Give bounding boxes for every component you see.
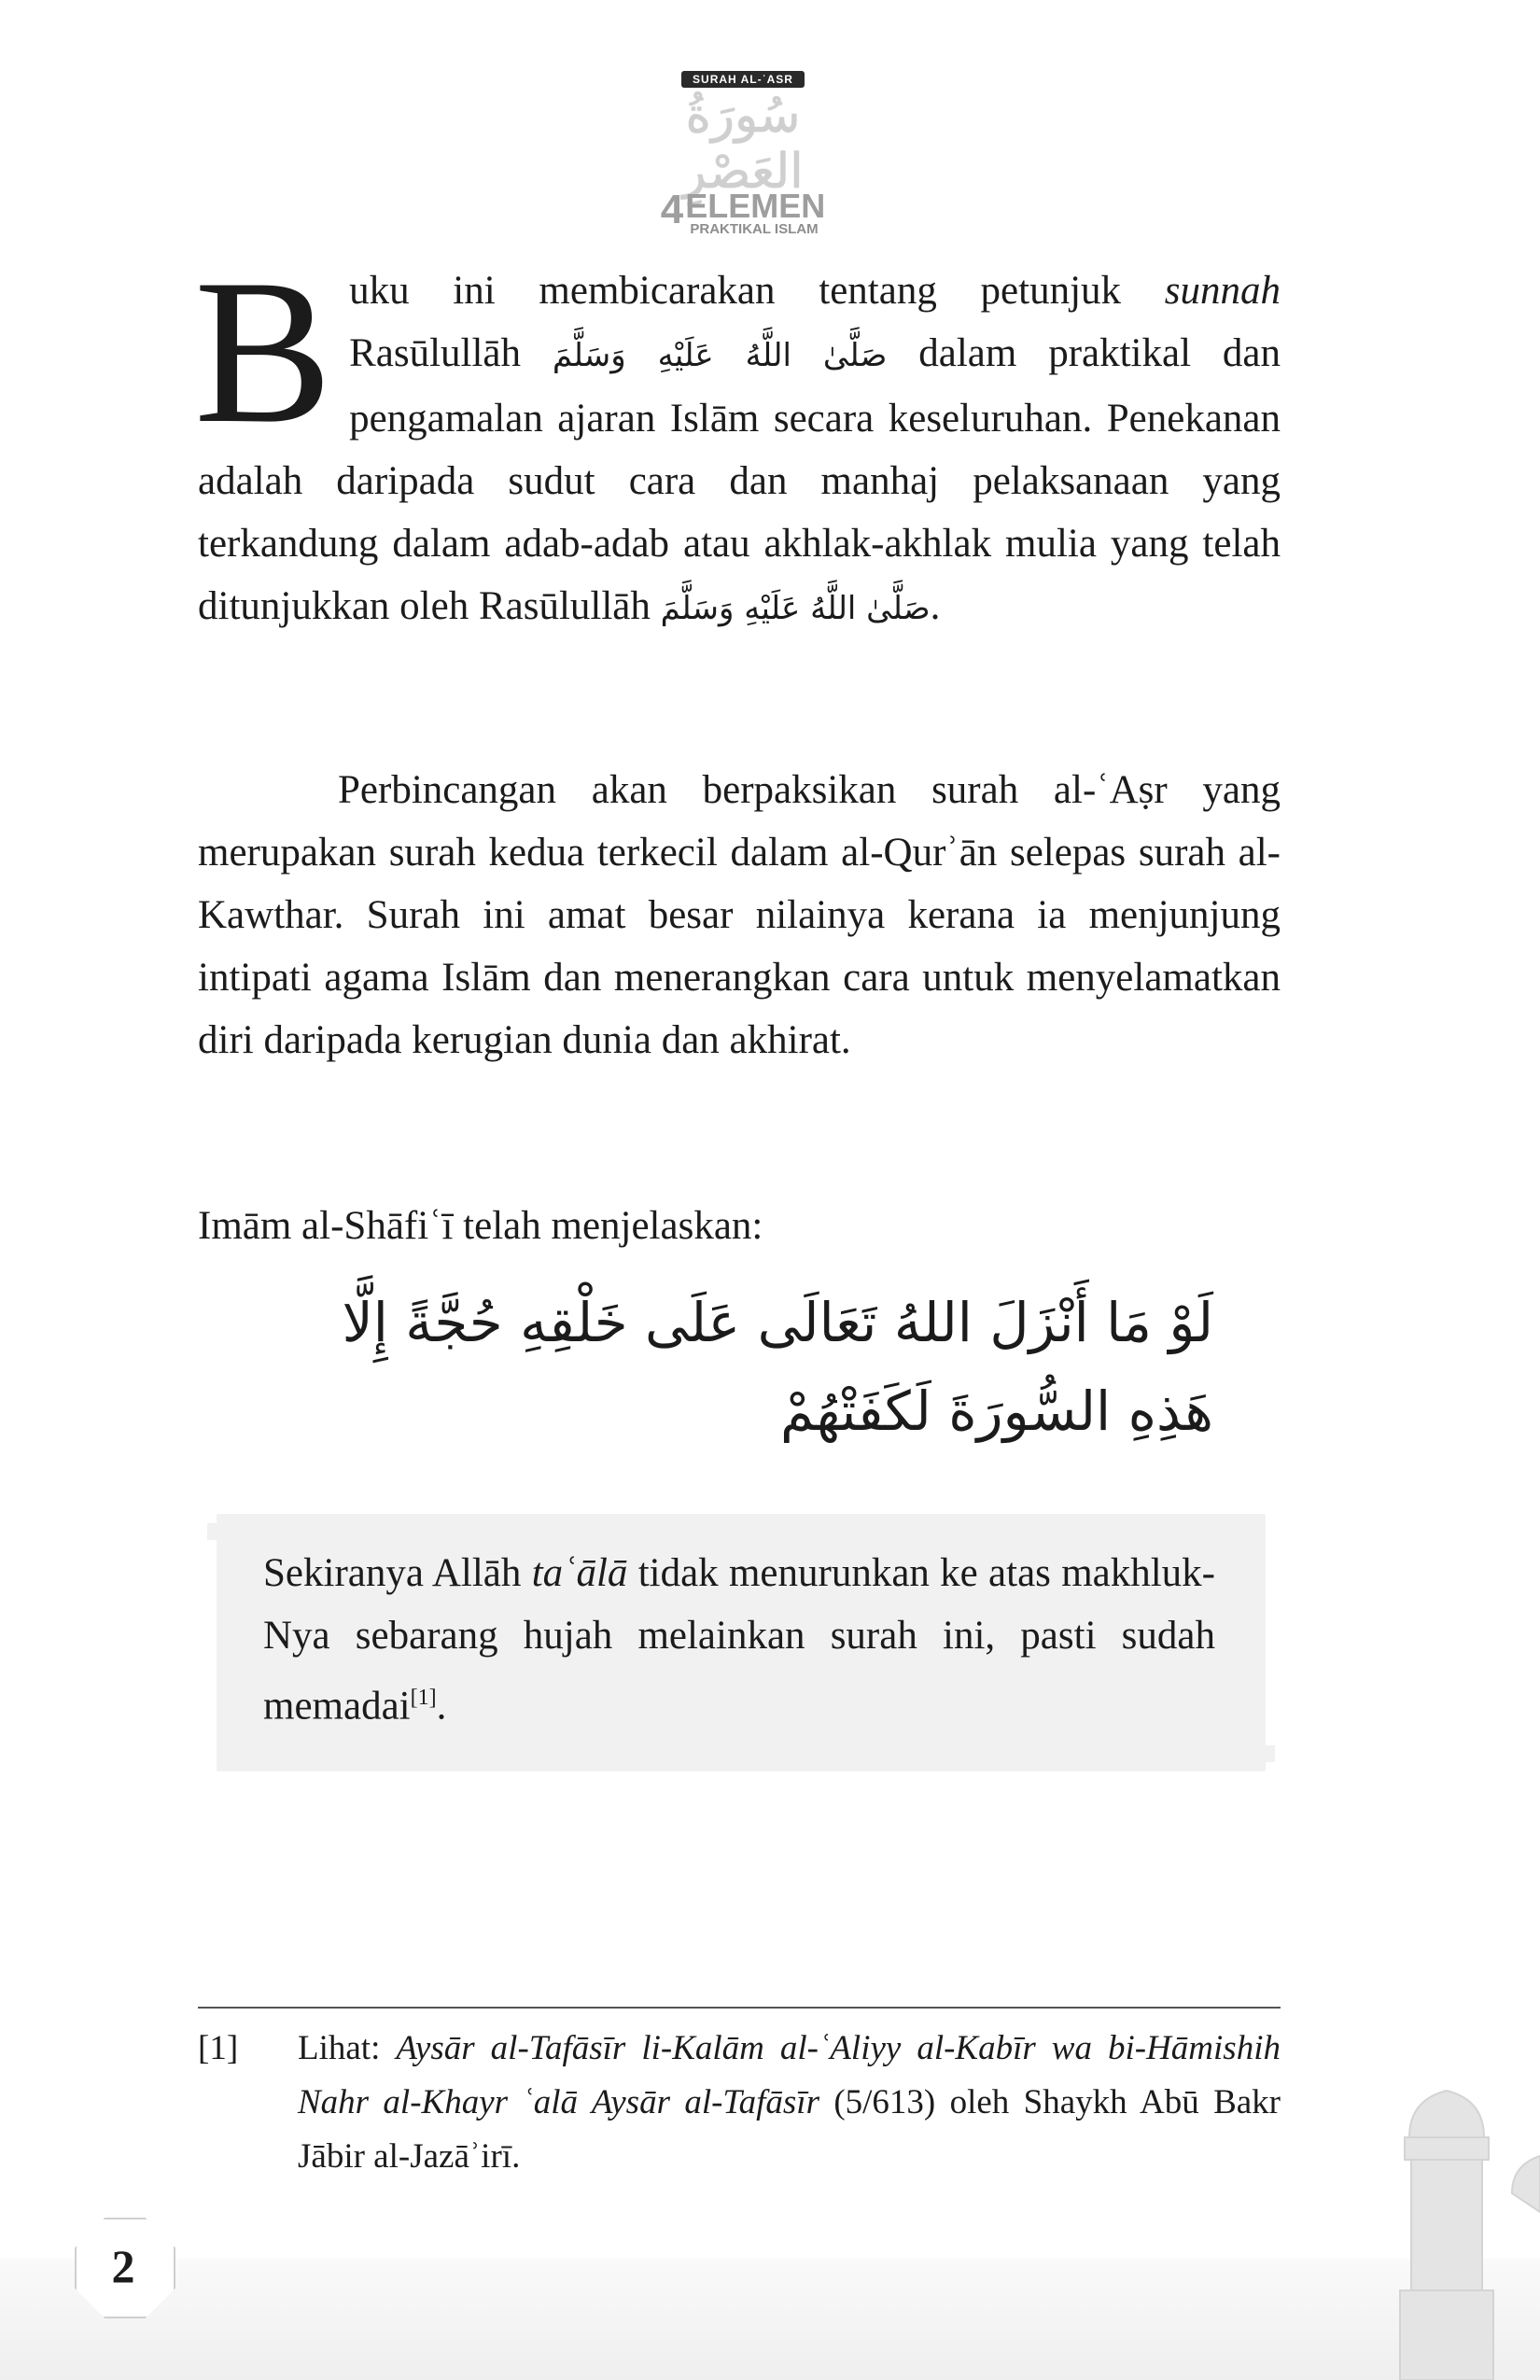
- page-bottom-band: [0, 2259, 1540, 2380]
- book-logo: [635, 71, 851, 237]
- intro-text-4: .: [930, 584, 941, 628]
- footnote-divider: [198, 2007, 1281, 2009]
- mosque-watermark-icon: [1353, 2081, 1540, 2380]
- paragraph-surah-asr: Perbincangan akan berpaksikan surah al-ʿAṣr yang merupakan surah kedua terkecil dalam al-Qurʾān selepas surah al-Kawthar. Surah ini amat besar nilainya kerana ia menjunjung intipati agama Islām dan menerangkan cara untuk menyelamatkan diri daripada kerugian dunia dan akhirat.: [198, 768, 1281, 1062]
- arabic-quote: لَوْ مَا أَنْزَلَ اللهُ تَعَالَى عَلَى خَلْقِهِ حُجَّةً إِلَّا هَذِهِ السُّورَةَ لَكَفَتْهُمْ: [342, 1291, 1213, 1443]
- drop-cap: B: [194, 237, 333, 467]
- logo-surah-label: SURAH AL-ʿASR: [681, 71, 805, 88]
- paragraph-intro: [194, 237, 1281, 640]
- translation-text: [263, 1542, 1215, 1737]
- salawat-glyph: صَلَّىٰ اللَّهُ عَلَيْهِ وَسَلَّمَ: [552, 337, 888, 374]
- intro-text-1: uku ini membicarakan tentang petunjuk: [349, 269, 1165, 313]
- footnote-italic-title: Aysār al-Tafāsīr li-Kalām al-ʿAliyy al-Kabīr wa bi-Hāmishih Nahr al-Khayr ʿalā Aysār al-Tafāsīr: [298, 2029, 1281, 2121]
- translation-text-2: tidak menurunkan ke atas makhluk-Nya sebarang hujah melainkan surah ini, pasti sudah memadai: [263, 1551, 1215, 1729]
- intro-text-2: Rasūlullāh: [349, 331, 553, 375]
- logo-title-word: ELEMEN: [685, 187, 826, 225]
- footnote: [198, 2022, 1281, 2184]
- intro-italic-sunnah: sunnah: [1164, 269, 1281, 313]
- footnote-lead: Lihat:: [298, 2029, 397, 2067]
- footnote-body: [298, 2022, 1281, 2184]
- translation-end: .: [436, 1684, 447, 1729]
- translation-italic: taʿālā: [531, 1551, 628, 1595]
- translation-box: [217, 1514, 1266, 1771]
- intro-text-3: dalam praktikal dan pengamalan ajaran Islām secara keseluruhan. Penekanan adalah daripada sudut cara dan manhaj pelaksanaan yang terkandung dalam adab-adab atau akhlak-akhlak mulia yang telah ditunjukkan oleh Rasūlullāh: [198, 331, 1281, 628]
- logo-arabic-title: سُورَةُ العَصْرِ: [682, 88, 804, 200]
- footnote-marker: [1]: [198, 2029, 239, 2067]
- logo-subtitle: PRAKTIKAL ISLAM: [690, 221, 819, 237]
- logo-number: 4: [660, 187, 684, 232]
- footnote-rest: (5/613) oleh Shaykh Abū Bakr Jābir al-Jazāʾirī.: [298, 2083, 1281, 2176]
- paragraph-imam-shafii: Imām al-Shāfiʿī telah menjelaskan:: [198, 1204, 763, 1248]
- footnote-reference[interactable]: [1]: [410, 1686, 437, 1710]
- page-number: 2: [111, 2240, 135, 2292]
- translation-text-1: Sekiranya Allāh: [263, 1551, 532, 1595]
- salawat-glyph: صَلَّىٰ اللَّهُ عَلَيْهِ وَسَلَّمَ: [660, 590, 931, 627]
